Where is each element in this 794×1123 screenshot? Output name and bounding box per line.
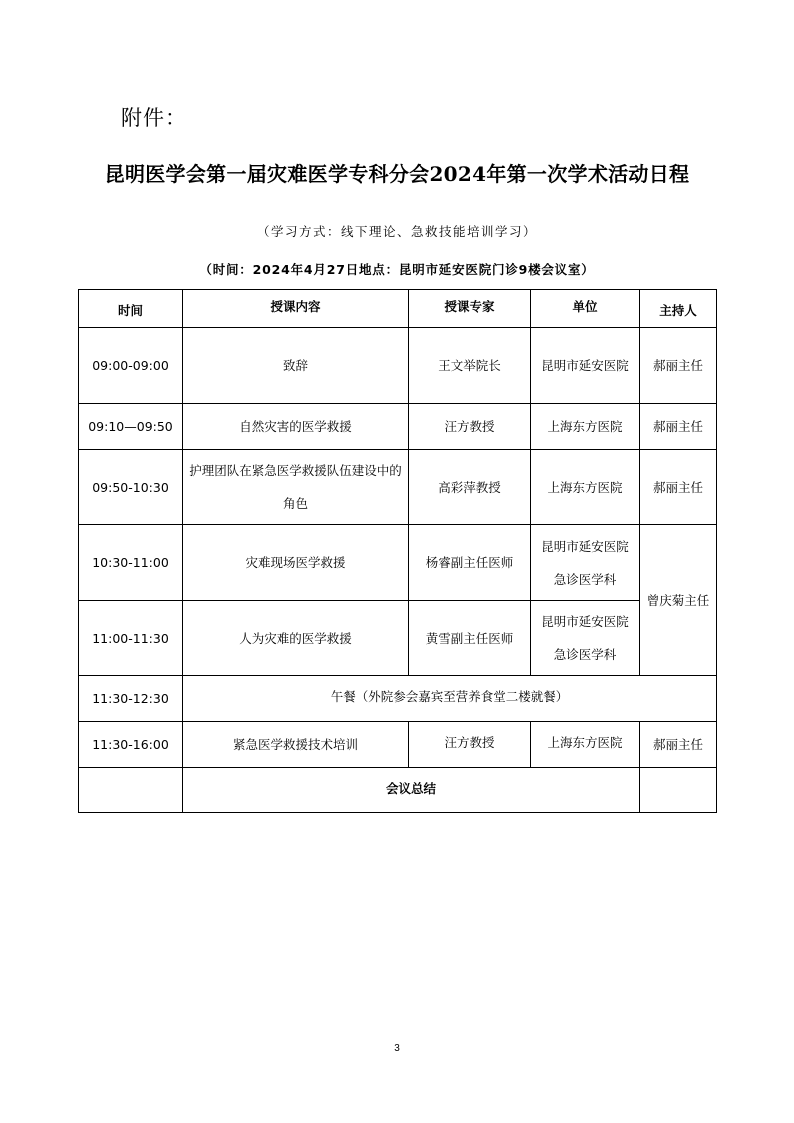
cell-time bbox=[79, 768, 183, 813]
cell-expert: 王文举院长 bbox=[409, 328, 531, 404]
cell-expert: 杨睿副主任医师 bbox=[409, 525, 531, 601]
cell-expert: 汪方教授 bbox=[409, 404, 531, 450]
attachment-label: 附件： bbox=[121, 106, 187, 130]
cell-time: 09:00-09:00 bbox=[79, 328, 183, 404]
table-row bbox=[79, 328, 717, 404]
header-expert: 授课专家 bbox=[409, 290, 531, 328]
cell-time: 11:00-11:30 bbox=[79, 601, 183, 676]
cell-content: 致辞 bbox=[183, 328, 409, 404]
learning-mode: （学习方式：线下理论、急救技能培训学习） bbox=[256, 224, 537, 239]
cell-unit: 昆明市延安医院急诊医学科 bbox=[531, 601, 640, 676]
header-time: 时间 bbox=[79, 290, 183, 328]
time-place: （时间：2024年4月27日地点：昆明市延安医院门诊9楼会议室） bbox=[199, 262, 595, 277]
cell-content: 灾难现场医学救援 bbox=[183, 525, 409, 601]
cell-expert: 黄雪副主任医师 bbox=[409, 601, 531, 676]
header-unit: 单位 bbox=[531, 290, 640, 328]
table-row bbox=[79, 768, 717, 813]
page-number: 3 bbox=[394, 1043, 400, 1054]
cell-time: 10:30-11:00 bbox=[79, 525, 183, 601]
table-row bbox=[79, 676, 717, 722]
schedule-table bbox=[78, 289, 717, 813]
cell-content: 会议总结 bbox=[183, 768, 640, 813]
table-row bbox=[79, 404, 717, 450]
table-row bbox=[79, 525, 717, 601]
cell-time: 09:50-10:30 bbox=[79, 450, 183, 525]
cell-host: 郝丽主任 bbox=[640, 722, 717, 768]
cell-content: 人为灾难的医学救援 bbox=[183, 601, 409, 676]
table-row bbox=[79, 450, 717, 525]
cell-time: 09:10—09:50 bbox=[79, 404, 183, 450]
header-host: 主持人 bbox=[640, 290, 717, 328]
cell-host: 郝丽主任 bbox=[640, 450, 717, 525]
document-title: 昆明医学会第一届灾难医学专科分会2024年第一次学术活动日程 bbox=[104, 162, 690, 186]
cell-unit: 上海东方医院 bbox=[531, 722, 640, 768]
cell-host bbox=[640, 768, 717, 813]
cell-unit: 上海东方医院 bbox=[531, 450, 640, 525]
table-row bbox=[79, 722, 717, 768]
cell-time: 11:30-12:30 bbox=[79, 676, 183, 722]
cell-expert: 高彩萍教授 bbox=[409, 450, 531, 525]
cell-content: 自然灾害的医学救援 bbox=[183, 404, 409, 450]
cell-unit: 昆明市延安医院 bbox=[531, 328, 640, 404]
cell-content: 午餐（外院参会嘉宾至营养食堂二楼就餐） bbox=[183, 676, 717, 722]
cell-content: 紧急医学救援技术培训 bbox=[183, 722, 409, 768]
table-header-row bbox=[79, 290, 717, 328]
cell-host: 曾庆菊主任 bbox=[640, 525, 717, 676]
header-content: 授课内容 bbox=[183, 290, 409, 328]
cell-host: 郝丽主任 bbox=[640, 328, 717, 404]
cell-unit: 上海东方医院 bbox=[531, 404, 640, 450]
cell-content: 护理团队在紧急医学救援队伍建设中的角色 bbox=[183, 450, 409, 525]
cell-expert: 汪方教授 bbox=[409, 722, 531, 768]
cell-host: 郝丽主任 bbox=[640, 404, 717, 450]
table-row bbox=[79, 601, 717, 676]
cell-time: 11:30-16:00 bbox=[79, 722, 183, 768]
cell-unit: 昆明市延安医院急诊医学科 bbox=[531, 525, 640, 601]
